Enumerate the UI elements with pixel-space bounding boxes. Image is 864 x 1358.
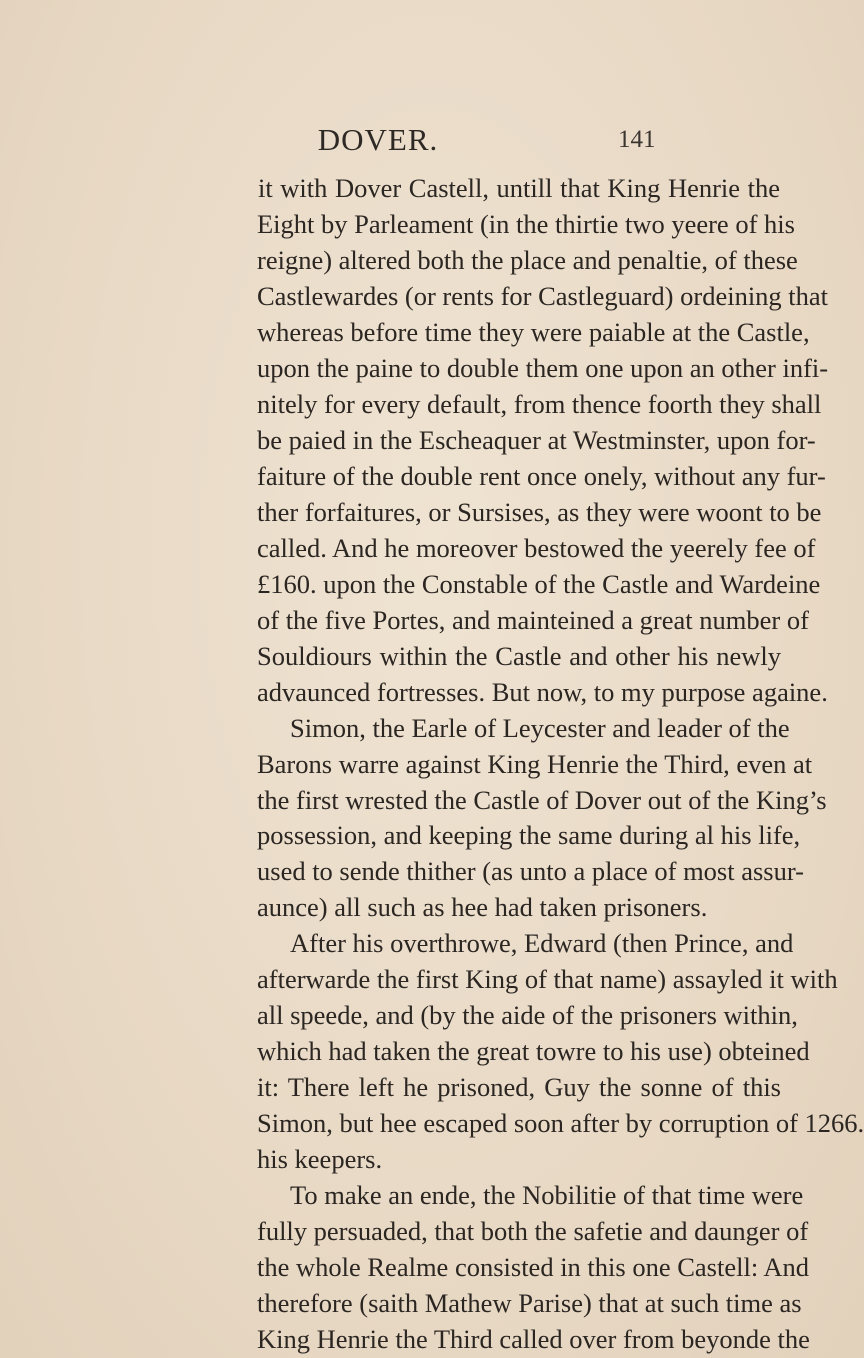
text-line: After his overthrowe, Edward (then Prince, and xyxy=(290,928,794,959)
text-line: Barons warre against King Henrie the Third, even at xyxy=(257,748,813,779)
text-line: Simon, the Earle of Leycester and leader of the xyxy=(290,712,790,743)
page-number: 141 xyxy=(618,126,656,153)
text-line: whereas before time they were paiable at the Castle, xyxy=(257,316,810,347)
text-line: the whole Realme consisted in this one Castell: And xyxy=(257,1252,809,1283)
text-line: nitely for every default, from thence foorth they shall xyxy=(257,388,822,419)
text-line: fully persuaded, that both the safetie and daunger of xyxy=(257,1216,809,1247)
text-line: Simon, but hee escaped soon after by corruption of 1266. xyxy=(257,1108,864,1139)
text-line: Eight by Parleament (in the thirtie two yeere of his xyxy=(257,209,795,239)
text-line: £160. upon the Constable of the Castle and Wardeine xyxy=(257,568,821,599)
running-title: DOVER. xyxy=(317,122,439,157)
text-line: aunce) all such as hee had taken prisoners. xyxy=(257,892,708,923)
text-line: Souldiours within the Castle and other his newly xyxy=(257,640,781,671)
text-line: To make an ende, the Nobilitie of that time were xyxy=(290,1180,804,1211)
text-line: which had taken the great towre to his use) obteined xyxy=(257,1036,810,1067)
text-line: afterwarde the first King of that name) assayled it with xyxy=(257,964,838,995)
text-line: advaunced fortresses. But now, to my purpose againe. xyxy=(257,676,828,707)
text-line: therefore (saith Mathew Parise) that at such time as xyxy=(257,1288,802,1318)
text-line: possession, and keeping the same during al his life, xyxy=(257,820,801,851)
text-line: the first wrested the Castle of Dover out of the King’s xyxy=(257,784,827,815)
text-line: all speede, and (by the aide of the prisoners within, xyxy=(257,1000,798,1031)
text-line: it: There left he prisoned, Guy the sonne of this xyxy=(257,1072,781,1103)
text-line: ther forfaitures, or Sursises, as they were woont to be xyxy=(257,496,822,527)
text-line: used to sende thither (as unto a place of most assur- xyxy=(257,856,804,887)
text-line: it with Dover Castell, untill that King Henrie the xyxy=(258,173,780,203)
text-line: Castlewardes (or rents for Castleguard) ordeining that xyxy=(257,280,829,311)
text-line: upon the paine to double them one upon an other infi- xyxy=(257,352,829,383)
text-line: reigne) altered both the place and penaltie, of these xyxy=(257,244,798,275)
text-line: faiture of the double rent once onely, without any fur- xyxy=(257,460,826,491)
text-line: his keepers. xyxy=(257,1144,383,1175)
text-line: called. And he moreover bestowed the yeerely fee of xyxy=(257,532,816,563)
text-line: of the five Portes, and mainteined a great number of xyxy=(257,604,809,635)
text-line: King Henrie the Third called over from beyonde the xyxy=(257,1324,810,1354)
text-line: be paied in the Escheaquer at Westminster, upon for- xyxy=(257,424,816,455)
